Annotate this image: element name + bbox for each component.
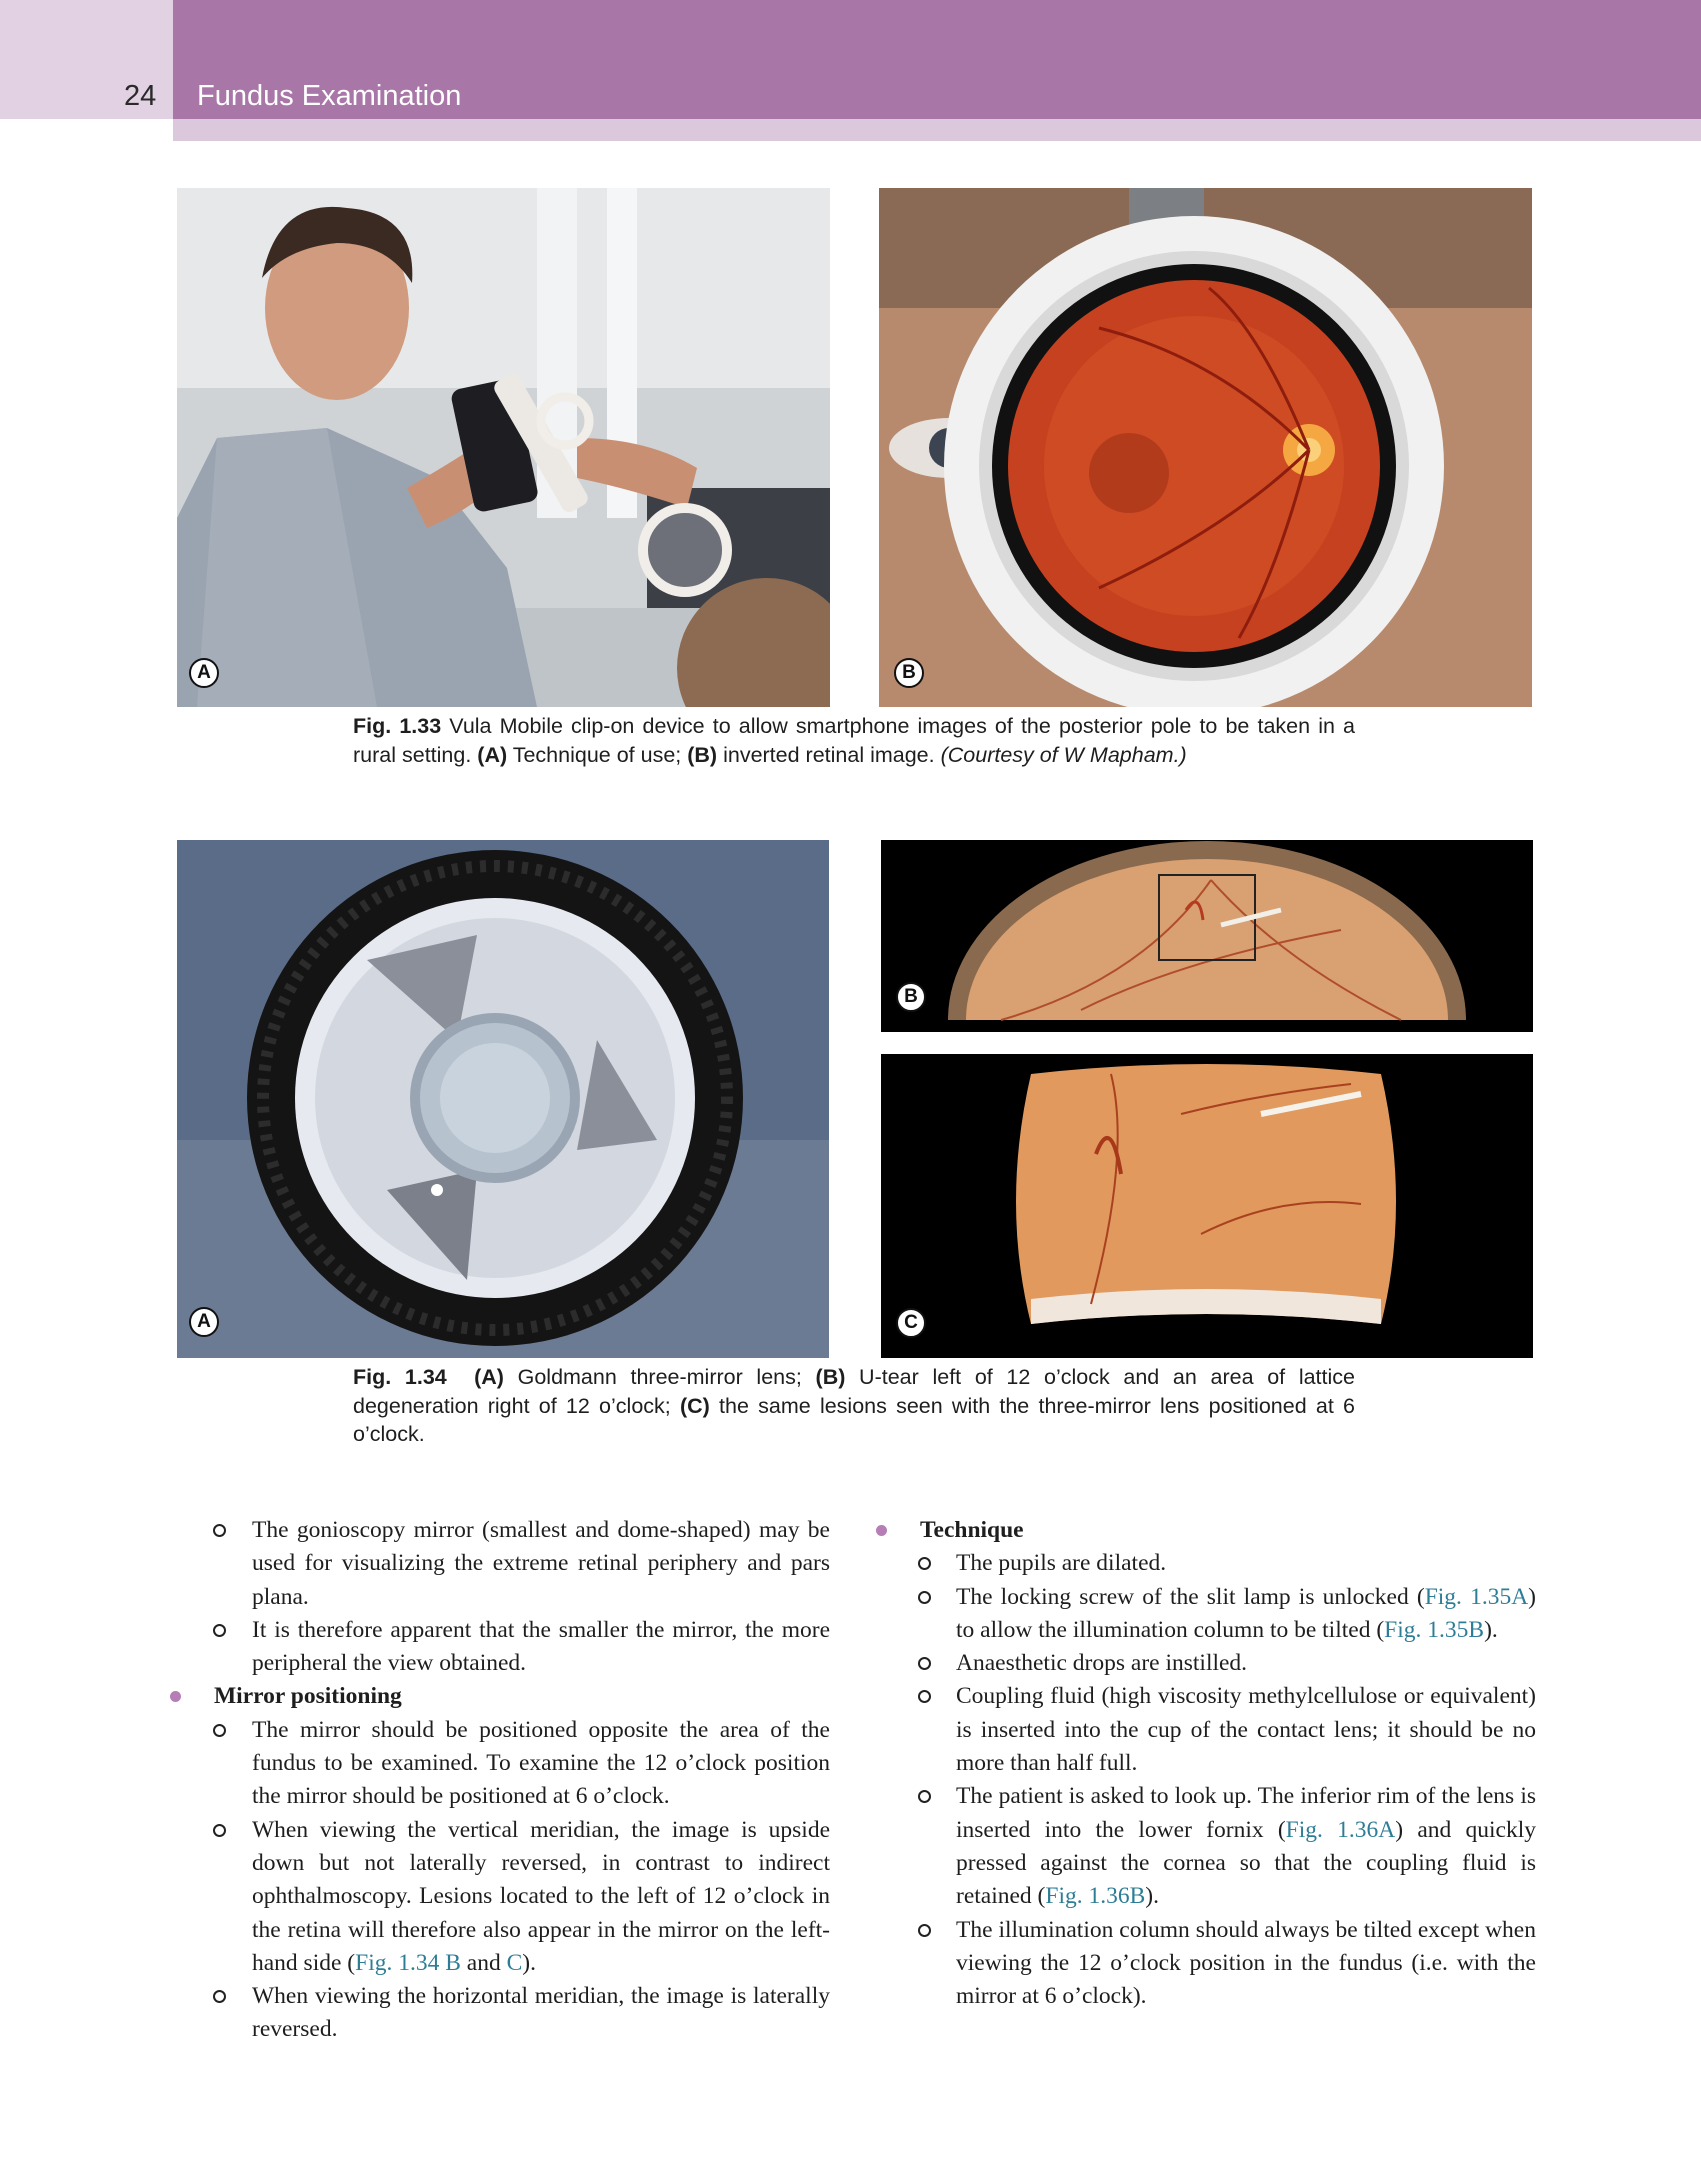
item-text: ). <box>1145 1883 1159 1910</box>
fig134-caption-text: Goldmann three-mirror lens; <box>503 1365 816 1389</box>
fig134-caption-label: Fig. 1.34 <box>353 1365 447 1389</box>
header-strip <box>173 119 1701 141</box>
fig134-drawing-b <box>881 840 1533 1032</box>
fig133-caption-credit: (Courtesy of W Mapham.) <box>940 742 1187 767</box>
fig134-drawing-c <box>881 1054 1533 1358</box>
list-item <box>874 1581 1536 1648</box>
right-column <box>874 1514 1536 2013</box>
list-item: When viewing the horizontal meridian, the image is laterally reversed. <box>168 1980 830 2047</box>
item-text: ). <box>1484 1616 1498 1643</box>
fig134-photo-a <box>177 840 829 1358</box>
fig134-caption <box>353 1363 1355 1449</box>
heading-text: Mirror positioning <box>214 1683 402 1710</box>
fig133-caption-label: Fig. 1.33 <box>353 714 442 738</box>
list-item: The mirror should be positioned opposite the area of the fundus to be examined. To examine the 12 o’clock position the mirror should be positioned at 6 o’clock. <box>168 1714 830 1814</box>
fig134-badge-b: B <box>896 982 926 1012</box>
figure-link[interactable]: Fig. 1.35B <box>1384 1616 1485 1643</box>
fig133-photo-b <box>879 188 1532 707</box>
section-heading-technique <box>874 1514 1536 1547</box>
list-item <box>874 1780 1536 1913</box>
heading-text: Technique <box>920 1517 1024 1543</box>
list-item: It is therefore apparent that the smaller the mirror, the more peripheral the view obtained. <box>168 1614 830 1681</box>
item-text: ) and quickly pressed against the cornea so that the coupling fluid is retained ( <box>956 1816 1536 1910</box>
figure-link[interactable]: Fig. 1.36A <box>1285 1816 1396 1843</box>
fig133-caption-text: inverted retinal image. <box>717 742 941 767</box>
list-item: The gonioscopy mirror (smallest and dome-shaped) may be used for visualizing the extreme retinal periphery and pars plana. <box>168 1514 830 1614</box>
list-item: Coupling fluid (high viscosity methylcellulose or equivalent) is inserted into the cup of the contact lens; it should be no more than half full. <box>874 1680 1536 1780</box>
item-text: The patient is asked to look up. The inferior rim of the lens is inserted into the lower fornix ( <box>956 1783 1536 1843</box>
item-text: ). <box>522 1949 536 1976</box>
item-text: When viewing the vertical meridian, the image is upside down but not laterally reversed, in contrast to indirect ophthalmoscopy. Lesions located to the left of 12 o’clock in the retina will therefore also appear in the mirror on the left-hand side ( <box>252 1816 830 1976</box>
running-title: Fundus Examination <box>197 80 462 112</box>
fig134-caption-mark-a: (A) <box>474 1365 504 1389</box>
fig134-caption-text: the same lesions seen with the three-mirror lens positioned at 6 o’clock. <box>353 1393 1355 1446</box>
fig133-badge-a: A <box>189 658 219 688</box>
figure-link[interactable]: C <box>506 1949 523 1976</box>
list-item: The pupils are dilated. <box>874 1547 1536 1580</box>
figure-link[interactable]: Fig. 1.34 B <box>355 1949 461 1976</box>
fig134-caption-text: U-tear left of 12 o’clock and an area of lattice degeneration right of 12 o’clock; <box>353 1365 1355 1418</box>
left-column <box>168 1514 830 2047</box>
fig133-caption-text: Vula Mobile clip-on device to allow smartphone images of the posterior pole to be taken in a rural setting. <box>353 714 1355 767</box>
item-text: ) to allow the illumination column to be tilted ( <box>956 1583 1536 1643</box>
figure-link[interactable]: Fig. 1.36B <box>1045 1883 1146 1910</box>
list-item <box>168 1814 830 1980</box>
fig133-caption-text: Technique of use; <box>507 742 688 767</box>
list-item: The illumination column should always be tilted except when viewing the 12 o’clock position in the fundus (i.e. with the mirror at 6 o’clock). <box>874 1914 1536 2014</box>
fig133-caption <box>353 712 1355 769</box>
item-text: The locking screw of the slit lamp is unlocked ( <box>956 1583 1425 1610</box>
fig133-caption-mark-b: (B) <box>687 742 718 767</box>
figure-link[interactable]: Fig. 1.35A <box>1424 1583 1529 1610</box>
fig134-badge-c: C <box>896 1308 926 1338</box>
page-number: 24 <box>124 80 157 112</box>
fig133-caption-mark-a: (A) <box>477 742 508 767</box>
item-text: and <box>460 1949 507 1976</box>
list-item: Anaesthetic drops are instilled. <box>874 1647 1536 1680</box>
section-heading-mirror-positioning <box>168 1680 830 1713</box>
fig133-photo-a <box>177 188 830 707</box>
fig134-caption-mark-c: (C) <box>679 1393 710 1418</box>
fig134-caption-mark-b: (B) <box>815 1365 846 1389</box>
fig133-badge-b: B <box>894 658 924 688</box>
fig134-badge-a: A <box>189 1307 219 1337</box>
